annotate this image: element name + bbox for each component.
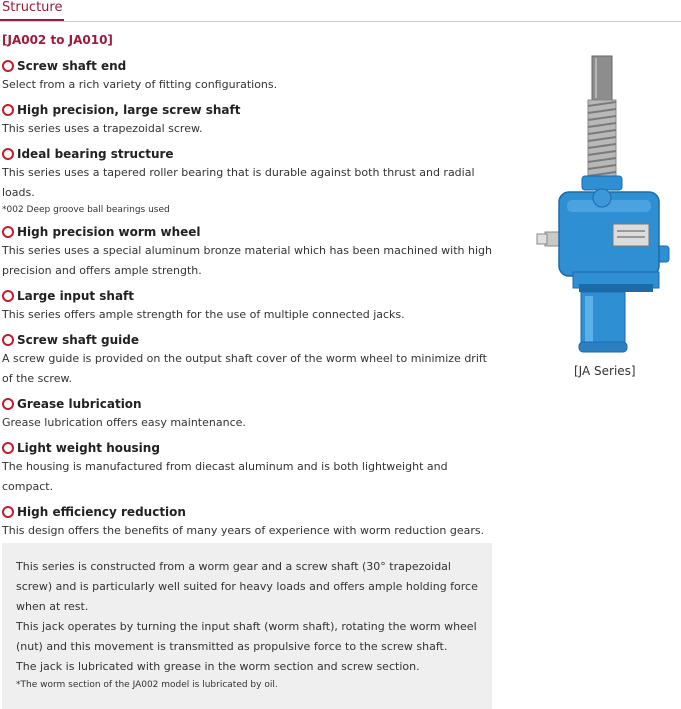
model-range-subtitle: [JA002 to JA010] xyxy=(2,33,113,47)
feature-title: High precision worm wheel xyxy=(17,225,201,239)
circle-bullet-icon xyxy=(2,442,14,454)
circle-bullet-icon xyxy=(2,148,14,160)
feature-description: This series uses a tapered roller bearing that is durable against both thrust and radial loads. xyxy=(2,166,475,199)
feature-title: Large input shaft xyxy=(17,289,135,303)
feature-item xyxy=(2,101,492,139)
feature-list xyxy=(2,57,492,547)
circle-bullet-icon xyxy=(2,398,14,410)
feature-item xyxy=(2,57,492,95)
feature-item xyxy=(2,439,492,497)
section-header xyxy=(0,0,681,22)
summary-note: *The worm section of the JA002 model is lubricated by oil. xyxy=(16,680,278,690)
summary-box xyxy=(2,543,492,709)
circle-bullet-icon xyxy=(2,60,14,72)
product-caption: [JA Series] xyxy=(574,364,636,378)
feature-description: This series uses a trapezoidal screw. xyxy=(2,122,203,135)
summary-paragraph: The jack is lubricated with grease in the worm section and screw section. xyxy=(16,660,420,673)
feature-description: A screw guide is provided on the output shaft cover of the worm wheel to minimize drift of the screw. xyxy=(2,352,487,385)
feature-description: This series offers ample strength for the use of multiple connected jacks. xyxy=(2,308,405,321)
feature-title: Screw shaft guide xyxy=(17,333,139,347)
summary-paragraph: This series is constructed from a worm gear and a screw shaft (30° trapezoidal screw) and is particularly well suited for heavy loads and offers ample holding force when at rest. xyxy=(16,560,478,613)
feature-title: Grease lubrication xyxy=(17,397,142,411)
feature-description: The housing is manufactured from diecast aluminum and is both lightweight and compact. xyxy=(2,460,448,493)
section-title-tab: Structure xyxy=(0,0,64,21)
feature-description: This design offers the benefits of many years of experience with worm reduction gears. xyxy=(2,524,485,537)
screw-jack-product-image xyxy=(533,52,673,364)
feature-item xyxy=(2,287,492,325)
feature-title: High efficiency reduction xyxy=(17,505,186,519)
feature-description: Grease lubrication offers easy maintenance. xyxy=(2,416,246,429)
summary-paragraph: This jack operates by turning the input shaft (worm shaft), rotating the worm wheel (nut) and this movement is transmitted as propulsive force to the screw shaft. xyxy=(16,620,477,653)
feature-title: Screw shaft end xyxy=(17,59,127,73)
circle-bullet-icon xyxy=(2,334,14,346)
circle-bullet-icon xyxy=(2,104,14,116)
feature-item xyxy=(2,503,492,541)
feature-item xyxy=(2,145,492,217)
circle-bullet-icon xyxy=(2,226,14,238)
feature-description: Select from a rich variety of fitting configurations. xyxy=(2,78,278,91)
feature-title: Ideal bearing structure xyxy=(17,147,174,161)
feature-title: Light weight housing xyxy=(17,441,160,455)
feature-item xyxy=(2,395,492,433)
feature-note: *002 Deep groove ball bearings used xyxy=(2,205,170,215)
circle-bullet-icon xyxy=(2,506,14,518)
feature-title: High precision, large screw shaft xyxy=(17,103,241,117)
feature-item xyxy=(2,223,492,281)
circle-bullet-icon xyxy=(2,290,14,302)
feature-description: This series uses a special aluminum bronze material which has been machined with high precision and offers ample strength. xyxy=(2,244,492,277)
feature-item xyxy=(2,331,492,389)
